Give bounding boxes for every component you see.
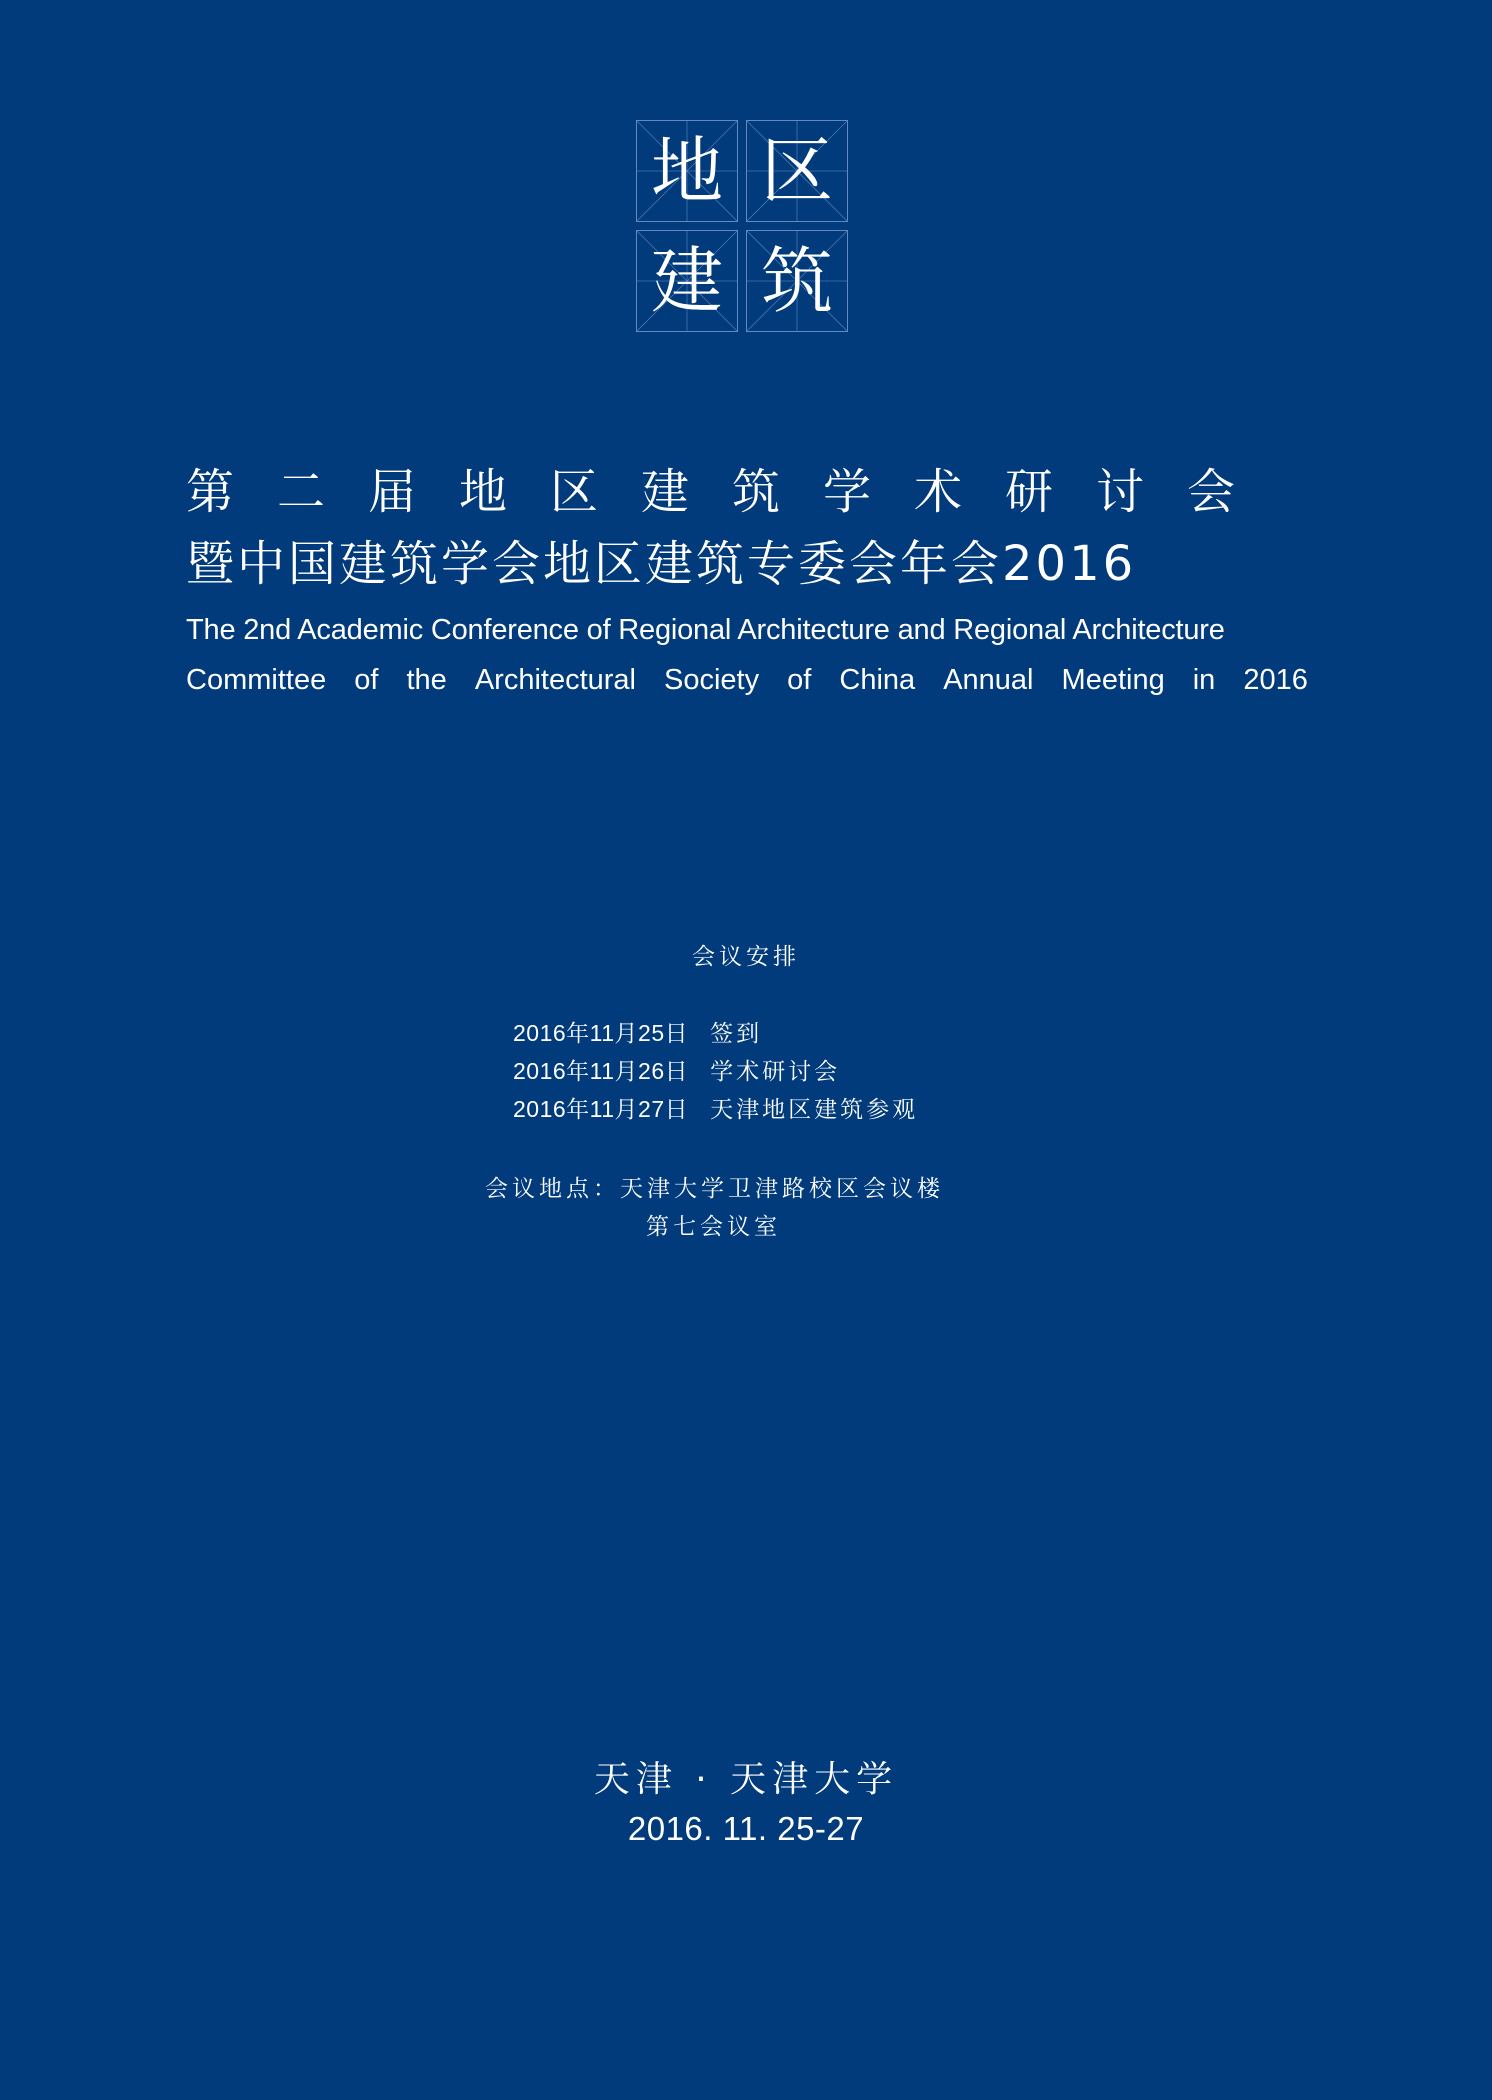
logo-cell [746,230,848,332]
logo-cell [636,230,738,332]
title-english-word: of [354,664,379,696]
title-chinese-line-1: 第二届地区建筑学术研讨会 [186,464,1279,520]
logo-cell [636,120,738,222]
title-english-word: Architectural [474,664,636,696]
title-english-word: Committee [186,664,327,696]
footer-location: 天津 · 天津大学 [593,1759,899,1800]
schedule-date: 2016年11月27日 [513,1096,689,1122]
title-chinese-line-2: 暨中国建筑学会地区建筑专委会年会2016 [186,536,1137,592]
logo-grid [636,120,850,334]
schedule-event: 天津地区建筑参观 [710,1097,919,1123]
title-english-word: Meeting [1061,664,1165,696]
schedule-item [513,1094,918,1125]
logo-char-1: 地 [650,129,723,213]
title-english-word: in [1192,664,1216,696]
title-english-word: 2016 [1243,664,1308,696]
logo-char-2: 区 [760,129,833,213]
title-english-word: Society [664,664,760,696]
venue-address: 天津大学卫津路校区会议楼 [620,1176,944,1202]
title-english-line-2 [186,660,1308,700]
logo-char-4: 筑 [760,239,833,323]
venue-room: 第七会议室 [646,1214,781,1240]
title-english-word: Annual [943,664,1034,696]
venue-block [485,1170,944,1240]
schedule-event: 学术研讨会 [710,1059,841,1085]
schedule-date: 2016年11月26日 [513,1058,689,1084]
venue-label: 会议地点： [485,1176,620,1202]
title-english-word: China [839,664,916,696]
logo-char-3: 建 [650,239,723,323]
schedule-item [513,1018,762,1049]
title-english-word: of [787,664,812,696]
title-english-word: the [406,664,447,696]
schedule-event: 签到 [710,1021,763,1047]
schedule-heading: 会议安排 [692,944,800,970]
schedule-date: 2016年11月25日 [513,1020,689,1046]
logo-cell [746,120,848,222]
schedule-item [513,1056,840,1087]
footer-date: 2016. 11. 25-27 [627,1810,865,1847]
title-english-line-1: The 2nd Academic Conference of Regional Architecture and Regional Architecture [186,614,1225,646]
